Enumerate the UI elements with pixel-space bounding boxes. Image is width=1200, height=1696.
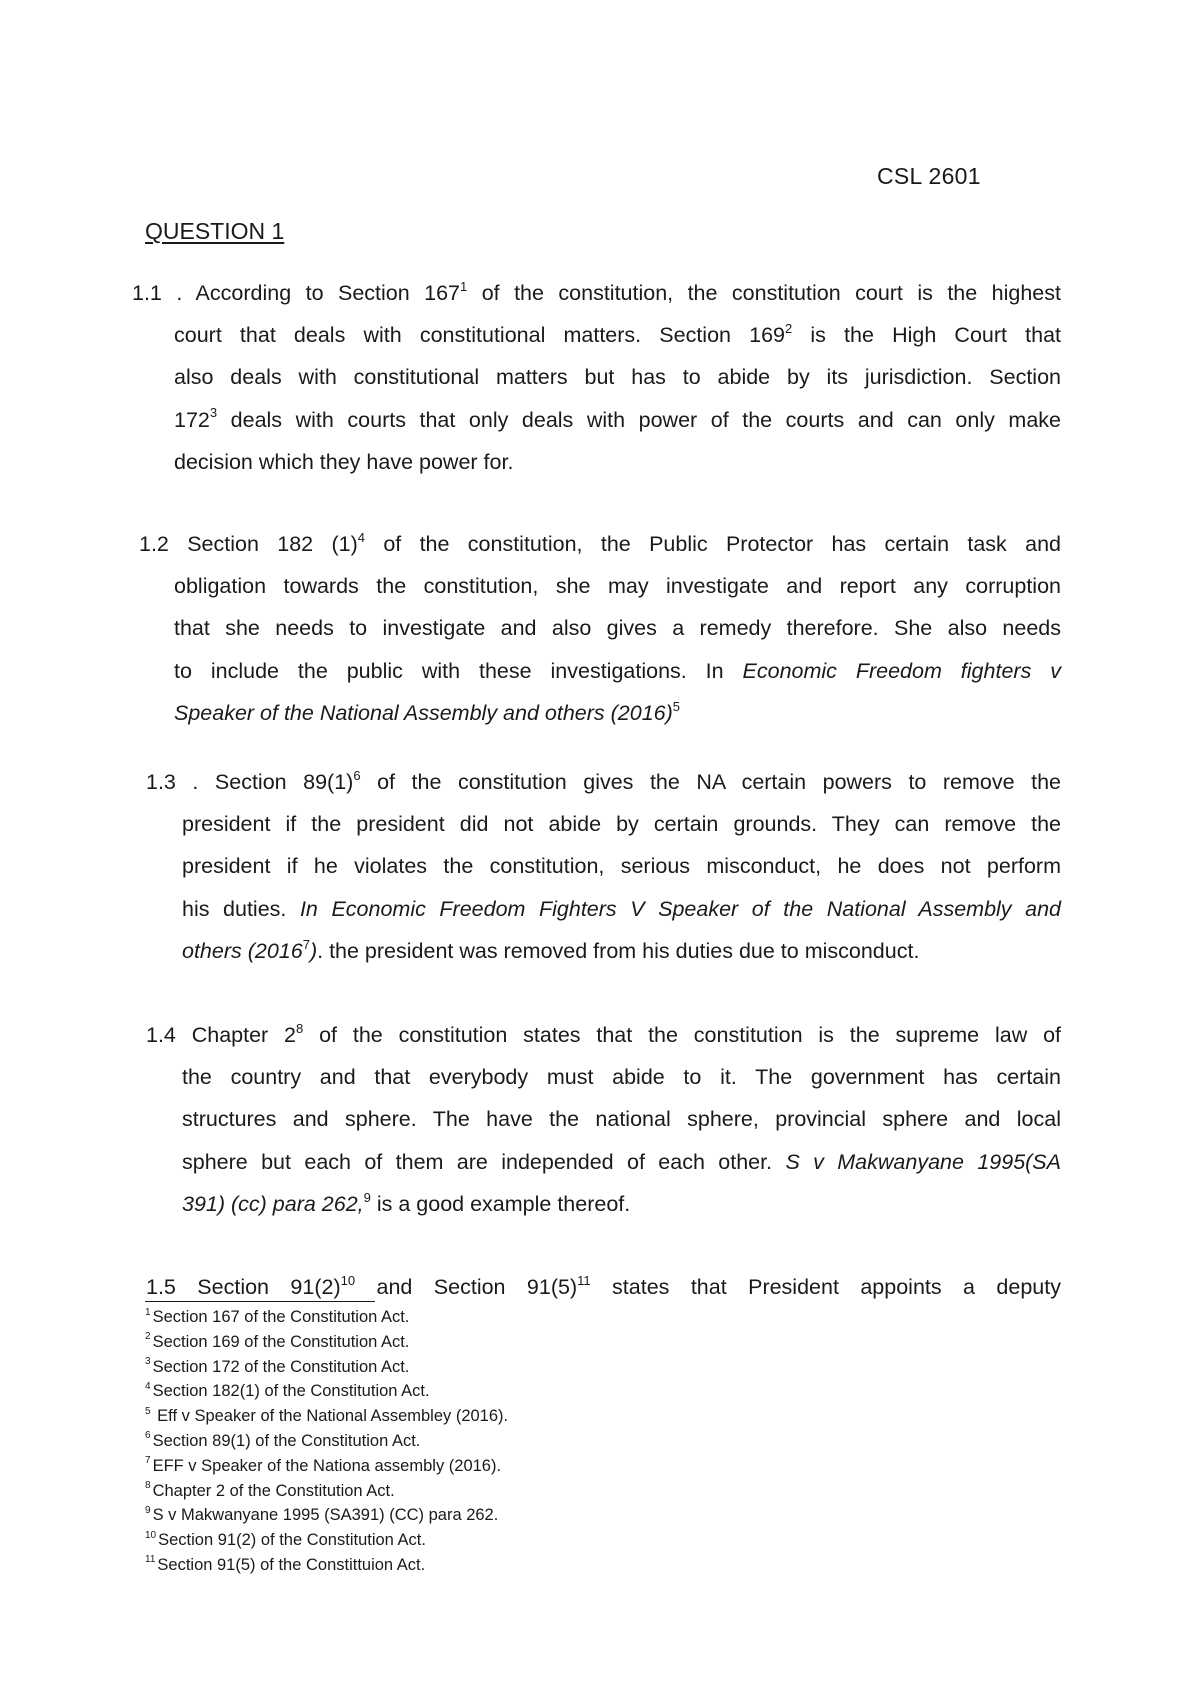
text-run: 1.1 . According to Section 167 xyxy=(132,281,461,305)
footnote-number: 4 xyxy=(145,1380,151,1392)
paragraph-1-1 xyxy=(132,272,1061,314)
paragraph-line xyxy=(182,888,1061,930)
footnote-item xyxy=(145,1429,508,1454)
footnote-separator xyxy=(145,1301,375,1302)
paragraph-line xyxy=(182,1183,1061,1225)
footnote-item xyxy=(145,1379,508,1404)
footnote-text: S v Makwanyane 1995 (SA391) (CC) para 262. xyxy=(152,1506,499,1525)
paragraph-line xyxy=(182,1141,1061,1183)
footnote-number: 10 xyxy=(145,1529,157,1541)
text-run: 1.5 Section 91(2) xyxy=(146,1275,341,1299)
text-run: of the constitution, the constitution court is the highest xyxy=(467,281,1061,305)
case-citation: In Economic Freedom Fighters V Speaker of the National Assembly and xyxy=(299,896,1061,921)
paragraph-line: that she needs to investigate and also gives a remedy therefore. She also needs xyxy=(174,616,1061,641)
footnote-item xyxy=(145,1503,508,1528)
case-citation: 391) (cc) para 262, xyxy=(182,1191,364,1216)
footnote-text: Section 89(1) of the Constitution Act. xyxy=(152,1431,421,1450)
footnote-text: Section 167 of the Constitution Act. xyxy=(152,1308,410,1326)
footnote-ref: 9 xyxy=(363,1189,371,1205)
paragraph-1-3-body xyxy=(182,803,1061,972)
text-run: of the constitution states that the constitution is the supreme law of xyxy=(303,1023,1061,1047)
paragraph-line: structures and sphere. The have the national sphere, provincial sphere and local xyxy=(182,1107,1061,1132)
question-title: QUESTION 1 xyxy=(145,218,285,244)
case-citation: others (2016 xyxy=(182,938,303,963)
paragraph-1-2 xyxy=(139,523,1061,565)
footnote-text: Section 169 of the Constitution Act. xyxy=(152,1332,410,1351)
text-run: and Section 91(5) xyxy=(355,1275,578,1299)
footnote-item xyxy=(145,1330,508,1355)
course-code: CSL 2601 xyxy=(877,163,981,189)
footnote-ref: 8 xyxy=(296,1020,304,1036)
footnote-item xyxy=(145,1454,508,1479)
text-run: deals with courts that only deals with power of the courts and can only make xyxy=(217,407,1061,432)
text-run: 1.4 Chapter 2 xyxy=(146,1023,297,1047)
footnote-item xyxy=(145,1404,508,1429)
paragraph-line xyxy=(182,930,1061,972)
paragraph-1-4 xyxy=(146,1014,1061,1056)
text-run: court that deals with constitutional matters. Section 169 xyxy=(174,323,785,347)
text-run: . the president was removed from his duties due to misconduct. xyxy=(317,938,920,963)
case-citation: S v Makwanyane 1995(SA xyxy=(785,1149,1061,1174)
text-run: 1.3 . Section 89(1) xyxy=(146,770,354,794)
paragraph-line xyxy=(146,761,1061,803)
paragraph-line: president if the president did not abide by certain grounds. They can remove the xyxy=(182,812,1061,836)
footnote-number: 8 xyxy=(145,1480,151,1492)
footnote-item xyxy=(145,1528,508,1553)
text-run: sphere but each of them are independed of each other. xyxy=(182,1149,786,1174)
paragraph-line xyxy=(174,399,1061,441)
paragraph-1-2-body xyxy=(174,565,1061,734)
paragraph-1-3 xyxy=(146,761,1061,803)
footnote-item xyxy=(145,1305,508,1330)
footnote-item xyxy=(145,1355,508,1380)
text-run: is the High Court that xyxy=(792,323,1061,347)
text-run: of the constitution gives the NA certain powers to remove the xyxy=(360,770,1062,794)
paragraph-line: president if he violates the constitution, serious misconduct, he does not perform xyxy=(182,854,1061,879)
paragraph-line: the country and that everybody must abide to it. The government has certain xyxy=(182,1065,1061,1089)
paragraph-line xyxy=(174,692,1061,734)
footnote-ref: 2 xyxy=(785,320,793,336)
text-run: 172 xyxy=(174,407,210,432)
paragraph-line xyxy=(146,1014,1061,1056)
footnote-number: 3 xyxy=(145,1356,151,1368)
footnote-ref: 4 xyxy=(357,529,365,545)
footnote-number: 5 xyxy=(145,1405,151,1417)
footnote-number: 7 xyxy=(145,1455,151,1467)
text-run: states that President appoints a deputy xyxy=(590,1275,1061,1299)
footnote-item xyxy=(145,1553,508,1578)
paragraph-line xyxy=(174,314,1061,356)
case-citation: Economic Freedom fighters v xyxy=(742,658,1061,683)
footnotes-list xyxy=(145,1305,508,1578)
text-run: 1.2 Section 182 (1) xyxy=(139,532,358,556)
footnote-ref: 5 xyxy=(672,698,680,714)
paragraph-line xyxy=(132,272,1061,314)
footnote-number: 2 xyxy=(145,1331,151,1343)
footnote-number: 9 xyxy=(145,1504,151,1516)
footnote-text: EFF v Speaker of the Nationa assembly (2016). xyxy=(152,1456,502,1475)
footnote-ref: 10 xyxy=(340,1272,356,1288)
paragraph-1-1-body xyxy=(174,314,1061,483)
footnote-text: Section 172 of the Constitution Act. xyxy=(152,1357,410,1376)
paragraph-line: obligation towards the constitution, she may investigate and report any corruption xyxy=(174,574,1061,598)
text-run: is a good example thereof. xyxy=(370,1191,631,1216)
footnote-ref: 3 xyxy=(209,405,218,421)
footnote-text: Section 91(5) of the Constittuion Act. xyxy=(157,1555,426,1574)
paragraph-line: also deals with constitutional matters but has to abide by its jurisdiction. Section xyxy=(174,365,1061,390)
footnote-text: Section 91(2) of the Constitution Act. xyxy=(158,1531,426,1550)
paragraph-line: decision which they have power for. xyxy=(174,449,514,474)
paragraph-line xyxy=(174,650,1061,692)
footnote-text: Chapter 2 of the Constitution Act. xyxy=(152,1481,395,1500)
footnote-ref: 7 xyxy=(302,936,310,952)
footnote-number: 1 xyxy=(145,1306,151,1318)
footnote-number: 11 xyxy=(145,1554,156,1566)
footnote-ref: 6 xyxy=(353,767,361,783)
case-citation: ) xyxy=(309,938,318,963)
footnote-ref: 1 xyxy=(460,278,468,294)
footnote-text: Section 182(1) of the Constitution Act. xyxy=(152,1382,430,1401)
text-run: his duties. xyxy=(182,896,300,921)
paragraph-1-4-body xyxy=(182,1056,1061,1225)
footnote-item xyxy=(145,1479,508,1504)
paragraph-line xyxy=(139,523,1061,565)
footnote-number: 6 xyxy=(145,1430,151,1442)
case-citation: Speaker of the National Assembly and others (2016) xyxy=(174,700,673,725)
text-run: of the constitution, the Public Protector has certain task and xyxy=(364,532,1062,556)
footnote-text: Eff v Speaker of the National Assembley (2016). xyxy=(152,1407,509,1426)
text-run: to include the public with these investigations. In xyxy=(174,658,743,683)
footnote-ref: 11 xyxy=(577,1272,591,1288)
